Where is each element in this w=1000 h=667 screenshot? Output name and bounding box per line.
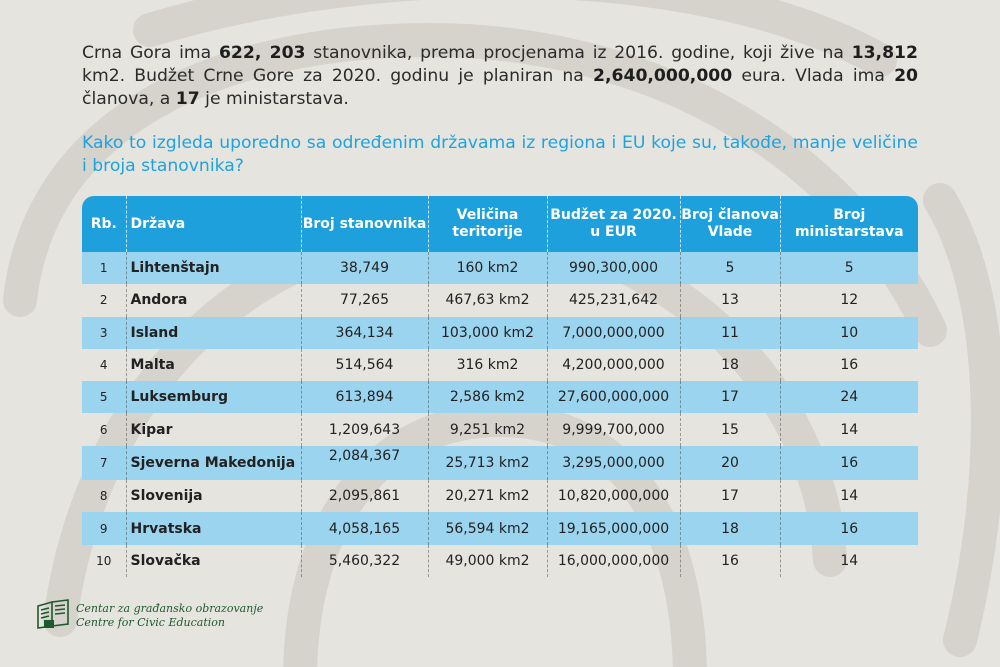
cell-population: 364,134 (301, 317, 428, 349)
table-row (82, 252, 918, 284)
cell-ministries: 16 (780, 512, 918, 544)
cell-members: 18 (680, 512, 780, 544)
government-members-value: 20 (894, 66, 918, 86)
table-row (82, 480, 918, 512)
cell-budget: 7,000,000,000 (547, 317, 680, 349)
table-row (82, 381, 918, 413)
cell-rb: 7 (82, 446, 126, 480)
cell-territory: 467,63 km2 (428, 284, 547, 316)
cell-state: Lihtenštajn (126, 252, 301, 284)
table-row (82, 545, 918, 577)
cell-members: 17 (680, 480, 780, 512)
cell-state: Malta (126, 349, 301, 381)
table-row (82, 317, 918, 349)
cell-budget: 9,999,700,000 (547, 413, 680, 445)
cell-ministries: 14 (780, 480, 918, 512)
cell-members: 13 (680, 284, 780, 316)
cell-budget: 3,295,000,000 (547, 446, 680, 480)
cell-ministries: 14 (780, 413, 918, 445)
cell-rb: 6 (99, 422, 108, 437)
cell-ministries: 5 (780, 252, 918, 284)
cell-rb: 4 (99, 358, 108, 373)
header-territory: Veličina teritorije (428, 196, 547, 252)
cell-population: 2,084,367 (301, 446, 428, 480)
cell-territory: 160 km2 (428, 252, 547, 284)
cell-budget: 10,820,000,000 (547, 480, 680, 512)
cell-ministries: 24 (780, 381, 918, 413)
cell-members: 11 (680, 317, 780, 349)
cell-population: 613,894 (301, 381, 428, 413)
cell-rb: 5 (82, 381, 126, 413)
cell-territory: 49,000 km2 (428, 545, 547, 577)
cell-budget: 990,300,000 (547, 252, 680, 284)
cgo-logo (36, 598, 266, 638)
comparison-table (82, 196, 918, 577)
table-row (82, 446, 918, 480)
cell-territory: 56,594 km2 (428, 512, 547, 544)
cell-state: Island (126, 317, 301, 349)
header-population: Broj stanovnika (301, 196, 428, 252)
cell-budget: 4,200,000,000 (547, 349, 680, 381)
cell-rb: 8 (99, 489, 108, 504)
cell-budget: 16,000,000,000 (547, 545, 680, 577)
table-row (82, 284, 918, 316)
cell-rb: 1 (82, 252, 126, 284)
cell-members: 18 (680, 349, 780, 381)
cell-ministries: 16 (780, 446, 918, 480)
cell-territory: 9,251 km2 (428, 413, 547, 445)
cell-state: Kipar (126, 413, 301, 445)
cell-state: Slovenija (126, 480, 301, 512)
cell-budget: 425,231,642 (547, 284, 680, 316)
table-header-row (82, 196, 918, 252)
cell-rb: 10 (96, 553, 112, 568)
logo-text-local: Centar za građansko obrazovanje (76, 602, 264, 615)
cell-population: 5,460,322 (301, 545, 428, 577)
population-value: 622, 203 (218, 43, 306, 63)
cell-state: Sjeverna Makedonija (126, 446, 301, 480)
cell-territory: 103,000 km2 (428, 317, 547, 349)
cell-rb: 9 (82, 512, 126, 544)
cell-rb: 2 (99, 293, 108, 308)
header-rb: Rb. (90, 215, 117, 232)
cell-members: 17 (680, 381, 780, 413)
cell-population: 4,058,165 (301, 512, 428, 544)
cell-territory: 25,713 km2 (428, 446, 547, 480)
cell-population: 38,749 (301, 252, 428, 284)
cell-state: Hrvatska (126, 512, 301, 544)
cell-territory: 20,271 km2 (428, 480, 547, 512)
cell-ministries: 10 (780, 317, 918, 349)
cell-territory: 316 km2 (428, 349, 547, 381)
cell-population: 2,095,861 (301, 480, 428, 512)
cell-members: 5 (680, 252, 780, 284)
budget-value: 2,640,000,000 (593, 66, 733, 86)
header-state: Država (126, 196, 301, 252)
table-row (82, 349, 918, 381)
cell-members: 16 (680, 545, 780, 577)
header-budget: Budžet za 2020. u EUR (547, 196, 680, 252)
cell-members: 20 (680, 446, 780, 480)
cell-territory: 2,586 km2 (428, 381, 547, 413)
cell-ministries: 14 (780, 545, 918, 577)
book-logo-icon (36, 598, 72, 630)
cell-population: 1,209,643 (301, 413, 428, 445)
cell-population: 514,564 (301, 349, 428, 381)
cell-budget: 19,165,000,000 (547, 512, 680, 544)
table-row (82, 512, 918, 544)
cell-state: Slovačka (126, 545, 301, 577)
cell-state: Luksemburg (126, 381, 301, 413)
logo-text-english: Centre for Civic Education (76, 616, 225, 629)
header-members: Broj članova Vlade (680, 196, 780, 252)
cell-rb: 3 (82, 317, 126, 349)
ministries-value: 17 (175, 89, 200, 109)
cell-budget: 27,600,000,000 (547, 381, 680, 413)
header-ministries: Broj ministarstava (780, 196, 918, 252)
comparison-question: Kako to izgleda uporedno sa određenim državama iz regiona i EU koje su, takođe, manje veličine i broja stanovnika? (82, 133, 918, 176)
table-row (82, 413, 918, 445)
cell-ministries: 12 (780, 284, 918, 316)
cell-state: Andora (126, 284, 301, 316)
intro-paragraph: Crna Gora ima 622, 203 stanovnika, prema procjenama iz 2016. godine, koji žive na 13,812 km2. Budžet Crne Gore za 2020. godinu je planiran na 2,640,000,000 eura. Vlada ima 20 članova, a 17 je ministarstava. (82, 43, 918, 109)
cell-ministries: 16 (780, 349, 918, 381)
area-value: 13,812 (851, 43, 918, 63)
cell-members: 15 (680, 413, 780, 445)
cell-population: 77,265 (301, 284, 428, 316)
